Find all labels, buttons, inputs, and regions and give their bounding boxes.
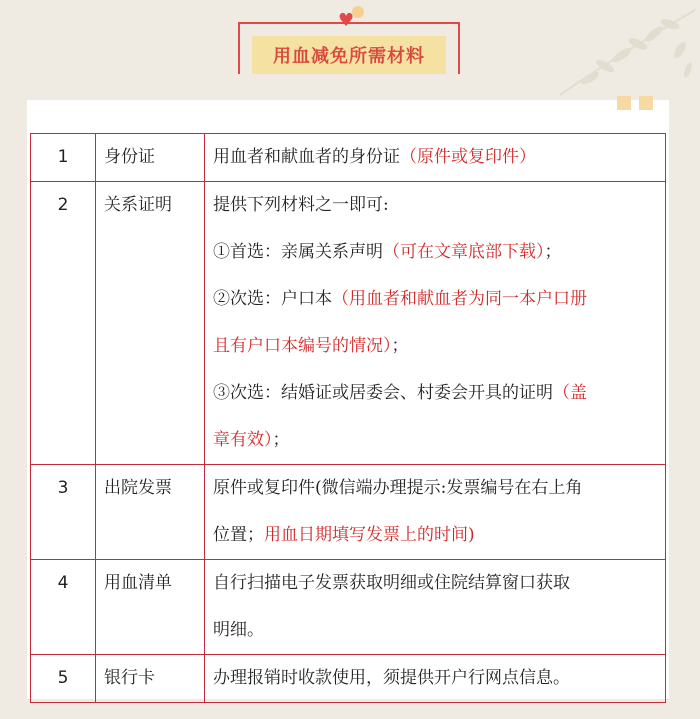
description-line [213, 560, 659, 607]
body-text: ； [272, 430, 290, 450]
material-name: 关系证明 [96, 182, 205, 465]
material-name: 银行卡 [96, 655, 205, 703]
material-name: 出院发票 [96, 465, 205, 560]
description-line [213, 512, 659, 559]
body-text: 办理报销时收款使用，须提供开户行网点信息。 [213, 668, 570, 688]
material-name: 身份证 [96, 134, 205, 182]
materials-card [27, 100, 669, 699]
decorative-branch [530, 0, 700, 110]
page-title: 用血减免所需材料 [252, 36, 446, 74]
body-text: 原件或复印件(微信端办理提示:发票编号在右上角 [213, 478, 583, 498]
description-line [213, 323, 659, 370]
body-text: 明细。 [213, 620, 264, 640]
description-line [213, 370, 659, 417]
material-description [205, 560, 666, 655]
materials-table [30, 133, 666, 703]
description-line [213, 134, 659, 181]
heart-icon: ♥ [338, 10, 355, 31]
description-line [213, 655, 659, 702]
decorative-square [617, 96, 631, 110]
description-line [213, 182, 659, 229]
body-text: ①首选：亲属关系声明 [213, 242, 383, 262]
table-row [31, 182, 666, 465]
body-text: 用血者和献血者的身份证 [213, 147, 400, 167]
material-description [205, 465, 666, 560]
highlight-text: 用血日期填写发票上的时间) [264, 525, 475, 545]
body-text: ； [391, 336, 409, 356]
body-text: ； [544, 242, 562, 262]
material-description [205, 655, 666, 703]
body-text: ③次选：结婚证或居委会、村委会开具的证明 [213, 383, 553, 403]
decorative-square [639, 96, 653, 110]
description-line [213, 607, 659, 654]
material-name: 用血清单 [96, 560, 205, 655]
row-number: 1 [31, 134, 96, 182]
description-line [213, 465, 659, 512]
description-line [213, 417, 659, 464]
material-description [205, 182, 666, 465]
body-text: 位置； [213, 525, 264, 545]
table-row [31, 560, 666, 655]
material-description [205, 134, 666, 182]
description-line [213, 276, 659, 323]
row-number: 5 [31, 655, 96, 703]
highlight-text: 且有户口本编号的情况） [213, 336, 392, 356]
highlight-text: （盖 [553, 383, 587, 403]
table-row [31, 465, 666, 560]
body-text: 自行扫描电子发票获取明细或住院结算窗口获取 [213, 573, 570, 593]
highlight-text: （原件或复印件） [400, 147, 536, 167]
body-text: 提供下列材料之一即可: [213, 195, 389, 215]
table-row [31, 134, 666, 182]
title-badge [238, 12, 460, 76]
highlight-text: 章有效） [213, 430, 273, 450]
row-number: 2 [31, 182, 96, 465]
row-number: 3 [31, 465, 96, 560]
table-row [31, 655, 666, 703]
highlight-text: （可在文章底部下载） [383, 242, 545, 262]
description-line [213, 229, 659, 276]
body-text: ②次选：户口本 [213, 289, 332, 309]
decorative-squares [617, 96, 653, 110]
row-number: 4 [31, 560, 96, 655]
highlight-text: （用血者和献血者为同一本户口册 [332, 289, 587, 309]
